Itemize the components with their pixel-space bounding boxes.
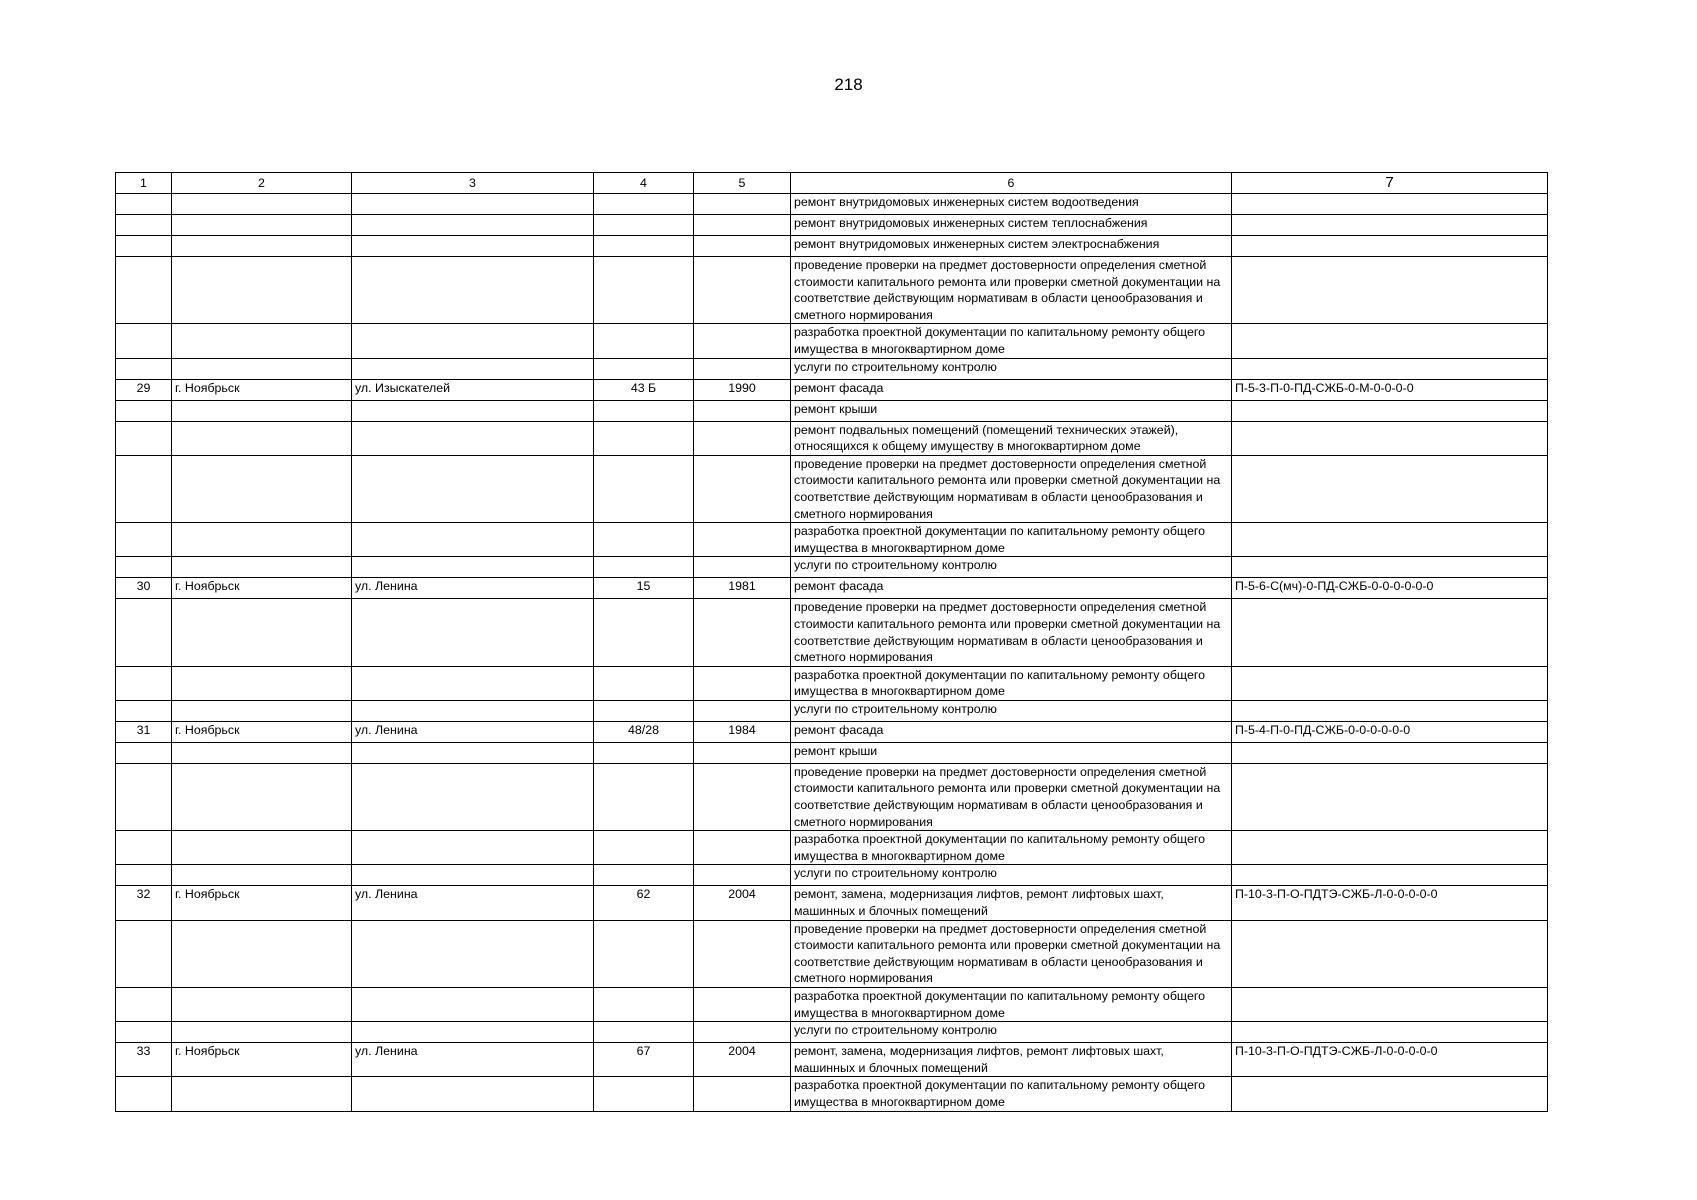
table-row <box>116 886 1548 920</box>
year-cell <box>694 865 791 886</box>
house-number-cell <box>594 236 694 257</box>
city-cell <box>172 1077 352 1111</box>
city-cell <box>172 236 352 257</box>
house-number-cell: 15 <box>594 578 694 599</box>
table-row <box>116 721 1548 742</box>
table-row <box>116 666 1548 700</box>
house-number-cell <box>594 421 694 455</box>
work-type-cell: проведение проверки на предмет достоверности определения сметной стоимости капитального ремонта или проверки сметной документации на соответствие действующим нормативам в области ценообразования и сметного нормирования <box>791 763 1232 830</box>
table-row <box>116 865 1548 886</box>
table-body <box>116 194 1548 1112</box>
work-type-cell: ремонт, замена, модернизация лифтов, ремонт лифтовых шахт, машинных и блочных помещений <box>791 886 1232 920</box>
street-cell: ул. Ленина <box>352 721 594 742</box>
house-number-cell: 67 <box>594 1043 694 1077</box>
house-number-cell <box>594 523 694 557</box>
house-number-cell <box>594 700 694 721</box>
work-type-cell: разработка проектной документации по капитальному ремонту общего имущества в многоквартирном доме <box>791 988 1232 1022</box>
street-cell: ул. Ленина <box>352 578 594 599</box>
table-row <box>116 358 1548 379</box>
work-type-cell: ремонт внутридомовых инженерных систем электроснабжения <box>791 236 1232 257</box>
house-code-cell <box>1232 865 1548 886</box>
house-code-cell <box>1232 557 1548 578</box>
house-number-cell <box>594 358 694 379</box>
street-cell <box>352 194 594 215</box>
row-number-cell <box>116 920 172 987</box>
table-row <box>116 324 1548 358</box>
year-cell <box>694 358 791 379</box>
year-cell <box>694 1022 791 1043</box>
house-number-cell <box>594 455 694 522</box>
row-number-cell: 32 <box>116 886 172 920</box>
street-cell <box>352 324 594 358</box>
city-cell <box>172 920 352 987</box>
work-type-cell: ремонт фасада <box>791 578 1232 599</box>
year-cell: 1990 <box>694 379 791 400</box>
work-type-cell: услуги по строительному контролю <box>791 1022 1232 1043</box>
work-type-cell: ремонт, замена, модернизация лифтов, ремонт лифтовых шахт, машинных и блочных помещений <box>791 1043 1232 1077</box>
street-cell <box>352 742 594 763</box>
house-code-cell: П-5-4-П-0-ПД-СЖБ-0-0-0-0-0-0 <box>1232 721 1548 742</box>
street-cell: ул. Изыскателей <box>352 379 594 400</box>
row-number-cell <box>116 666 172 700</box>
house-number-cell <box>594 742 694 763</box>
year-cell <box>694 257 791 324</box>
work-type-cell: ремонт фасада <box>791 379 1232 400</box>
street-cell <box>352 215 594 236</box>
row-number-cell: 29 <box>116 379 172 400</box>
house-number-cell: 62 <box>594 886 694 920</box>
year-cell <box>694 666 791 700</box>
work-type-cell: ремонт внутридомовых инженерных систем водоотведения <box>791 194 1232 215</box>
house-code-cell <box>1232 700 1548 721</box>
city-cell <box>172 400 352 421</box>
house-code-cell: П-10-3-П-О-ПДТЭ-СЖБ-Л-0-0-0-0-0 <box>1232 886 1548 920</box>
work-type-cell: услуги по строительному контролю <box>791 865 1232 886</box>
table-row <box>116 194 1548 215</box>
street-cell <box>352 455 594 522</box>
row-number-cell <box>116 1077 172 1111</box>
house-code-cell: П-10-3-П-О-ПДТЭ-СЖБ-Л-0-0-0-0-0 <box>1232 1043 1548 1077</box>
table-row <box>116 236 1548 257</box>
row-number-cell <box>116 557 172 578</box>
street-cell <box>352 700 594 721</box>
row-number-cell <box>116 865 172 886</box>
table-row <box>116 831 1548 865</box>
house-number-cell <box>594 666 694 700</box>
city-cell: г. Ноябрьск <box>172 721 352 742</box>
page-number: 218 <box>834 75 863 94</box>
street-cell <box>352 257 594 324</box>
row-number-cell <box>116 763 172 830</box>
house-code-cell <box>1232 400 1548 421</box>
city-cell <box>172 700 352 721</box>
year-cell <box>694 421 791 455</box>
year-cell <box>694 400 791 421</box>
city-cell <box>172 194 352 215</box>
house-code-cell <box>1232 523 1548 557</box>
house-code-cell <box>1232 358 1548 379</box>
house-number-cell <box>594 257 694 324</box>
street-cell: ул. Ленина <box>352 886 594 920</box>
street-cell <box>352 763 594 830</box>
house-code-cell <box>1232 236 1548 257</box>
row-number-cell <box>116 358 172 379</box>
table-row <box>116 1022 1548 1043</box>
house-code-cell <box>1232 257 1548 324</box>
year-cell: 2004 <box>694 886 791 920</box>
house-code-cell <box>1232 988 1548 1022</box>
table-row <box>116 763 1548 830</box>
street-cell <box>352 1077 594 1111</box>
house-code-cell <box>1232 763 1548 830</box>
city-cell: г. Ноябрьск <box>172 578 352 599</box>
house-number-cell <box>594 988 694 1022</box>
year-cell <box>694 557 791 578</box>
house-number-cell <box>594 865 694 886</box>
work-type-cell: разработка проектной документации по капитальному ремонту общего имущества в многоквартирном доме <box>791 324 1232 358</box>
work-type-cell: услуги по строительному контролю <box>791 557 1232 578</box>
year-cell <box>694 215 791 236</box>
table-row <box>116 1077 1548 1111</box>
year-cell: 2004 <box>694 1043 791 1077</box>
row-number-cell <box>116 1022 172 1043</box>
house-number-cell: 43 Б <box>594 379 694 400</box>
year-cell <box>694 523 791 557</box>
row-number-cell <box>116 455 172 522</box>
year-cell <box>694 194 791 215</box>
city-cell: г. Ноябрьск <box>172 379 352 400</box>
house-code-cell <box>1232 324 1548 358</box>
year-cell <box>694 742 791 763</box>
table-row <box>116 523 1548 557</box>
year-cell <box>694 324 791 358</box>
house-code-cell <box>1232 742 1548 763</box>
house-number-cell <box>594 194 694 215</box>
street-cell: ул. Ленина <box>352 1043 594 1077</box>
work-type-cell: проведение проверки на предмет достоверности определения сметной стоимости капитального ремонта или проверки сметной документации на соответствие действующим нормативам в области ценообразования и сметного нормирования <box>791 257 1232 324</box>
row-number-cell: 30 <box>116 578 172 599</box>
row-number-cell <box>116 400 172 421</box>
table-row <box>116 257 1548 324</box>
city-cell <box>172 215 352 236</box>
house-number-cell: 48/28 <box>594 721 694 742</box>
house-code-cell <box>1232 599 1548 666</box>
row-number-cell: 31 <box>116 721 172 742</box>
street-cell <box>352 865 594 886</box>
year-cell <box>694 988 791 1022</box>
work-type-cell: проведение проверки на предмет достоверности определения сметной стоимости капитального ремонта или проверки сметной документации на соответствие действующим нормативам в области ценообразования и сметного нормирования <box>791 455 1232 522</box>
row-number-cell <box>116 700 172 721</box>
house-code-cell <box>1232 215 1548 236</box>
city-cell <box>172 257 352 324</box>
table-row <box>116 742 1548 763</box>
city-cell <box>172 988 352 1022</box>
table-row <box>116 455 1548 522</box>
row-number-cell <box>116 236 172 257</box>
row-number-cell <box>116 742 172 763</box>
street-cell <box>352 358 594 379</box>
table-row <box>116 700 1548 721</box>
city-cell <box>172 599 352 666</box>
street-cell <box>352 236 594 257</box>
table-row <box>116 215 1548 236</box>
year-cell <box>694 920 791 987</box>
column-header-5: 5 <box>694 173 791 194</box>
city-cell <box>172 523 352 557</box>
work-type-cell: ремонт крыши <box>791 400 1232 421</box>
year-cell <box>694 236 791 257</box>
house-code-cell <box>1232 1077 1548 1111</box>
house-code-cell: П-5-6-С(мч)-0-ПД-СЖБ-0-0-0-0-0-0 <box>1232 578 1548 599</box>
row-number-cell <box>116 194 172 215</box>
table-row <box>116 599 1548 666</box>
house-number-cell <box>594 1077 694 1111</box>
street-cell <box>352 523 594 557</box>
column-header-3: 3 <box>352 173 594 194</box>
work-type-cell: ремонт крыши <box>791 742 1232 763</box>
city-cell <box>172 557 352 578</box>
work-type-cell: услуги по строительному контролю <box>791 358 1232 379</box>
house-number-cell <box>594 831 694 865</box>
work-type-cell: разработка проектной документации по капитальному ремонту общего имущества в многоквартирном доме <box>791 1077 1232 1111</box>
row-number-cell <box>116 599 172 666</box>
house-code-cell <box>1232 831 1548 865</box>
column-header-1: 1 <box>116 173 172 194</box>
house-code-cell <box>1232 455 1548 522</box>
house-code-cell <box>1232 1022 1548 1043</box>
work-type-cell: ремонт внутридомовых инженерных систем теплоснабжения <box>791 215 1232 236</box>
row-number-cell <box>116 421 172 455</box>
column-header-7: 7 <box>1232 173 1548 194</box>
house-code-cell <box>1232 421 1548 455</box>
house-number-cell <box>594 557 694 578</box>
house-code-cell <box>1232 666 1548 700</box>
work-type-cell: разработка проектной документации по капитальному ремонту общего имущества в многоквартирном доме <box>791 831 1232 865</box>
year-cell <box>694 831 791 865</box>
street-cell <box>352 831 594 865</box>
year-cell <box>694 599 791 666</box>
city-cell: г. Ноябрьск <box>172 1043 352 1077</box>
table-row <box>116 920 1548 987</box>
city-cell <box>172 358 352 379</box>
city-cell <box>172 742 352 763</box>
year-cell <box>694 1077 791 1111</box>
city-cell <box>172 865 352 886</box>
city-cell <box>172 421 352 455</box>
column-header-6: 6 <box>791 173 1232 194</box>
year-cell <box>694 763 791 830</box>
header-row <box>116 173 1548 194</box>
street-cell <box>352 400 594 421</box>
column-header-4: 4 <box>594 173 694 194</box>
row-number-cell <box>116 831 172 865</box>
city-cell: г. Ноябрьск <box>172 886 352 920</box>
row-number-cell: 33 <box>116 1043 172 1077</box>
column-header-2: 2 <box>172 173 352 194</box>
street-cell <box>352 599 594 666</box>
street-cell <box>352 666 594 700</box>
table-row <box>116 421 1548 455</box>
house-number-cell <box>594 400 694 421</box>
work-type-cell: проведение проверки на предмет достоверности определения сметной стоимости капитального ремонта или проверки сметной документации на соответствие действующим нормативам в области ценообразования и сметного нормирования <box>791 920 1232 987</box>
work-type-cell: разработка проектной документации по капитальному ремонту общего имущества в многоквартирном доме <box>791 666 1232 700</box>
house-number-cell <box>594 324 694 358</box>
house-number-cell <box>594 1022 694 1043</box>
house-code-cell <box>1232 194 1548 215</box>
year-cell <box>694 455 791 522</box>
row-number-cell <box>116 988 172 1022</box>
city-cell <box>172 324 352 358</box>
house-number-cell <box>594 215 694 236</box>
city-cell <box>172 1022 352 1043</box>
row-number-cell <box>116 324 172 358</box>
street-cell <box>352 557 594 578</box>
street-cell <box>352 421 594 455</box>
table-row <box>116 379 1548 400</box>
table-row <box>116 988 1548 1022</box>
work-type-cell: проведение проверки на предмет достоверности определения сметной стоимости капитального ремонта или проверки сметной документации на соответствие действующим нормативам в области ценообразования и сметного нормирования <box>791 599 1232 666</box>
year-cell: 1981 <box>694 578 791 599</box>
work-type-cell: ремонт подвальных помещений (помещений технических этажей), относящихся к общему имуществу в многоквартирном доме <box>791 421 1232 455</box>
house-code-cell <box>1232 920 1548 987</box>
table-row <box>116 578 1548 599</box>
city-cell <box>172 666 352 700</box>
house-number-cell <box>594 599 694 666</box>
street-cell <box>352 988 594 1022</box>
work-type-cell: ремонт фасада <box>791 721 1232 742</box>
city-cell <box>172 831 352 865</box>
work-type-cell: разработка проектной документации по капитальному ремонту общего имущества в многоквартирном доме <box>791 523 1232 557</box>
street-cell <box>352 1022 594 1043</box>
row-number-cell <box>116 257 172 324</box>
row-number-cell <box>116 215 172 236</box>
repair-program-table <box>115 172 1548 1112</box>
house-code-cell: П-5-3-П-0-ПД-СЖБ-0-М-0-0-0-0 <box>1232 379 1548 400</box>
table-row <box>116 557 1548 578</box>
work-type-cell: услуги по строительному контролю <box>791 700 1232 721</box>
city-cell <box>172 763 352 830</box>
house-number-cell <box>594 920 694 987</box>
year-cell <box>694 700 791 721</box>
house-number-cell <box>594 763 694 830</box>
table-row <box>116 1043 1548 1077</box>
table-row <box>116 400 1548 421</box>
city-cell <box>172 455 352 522</box>
row-number-cell <box>116 523 172 557</box>
year-cell: 1984 <box>694 721 791 742</box>
street-cell <box>352 920 594 987</box>
